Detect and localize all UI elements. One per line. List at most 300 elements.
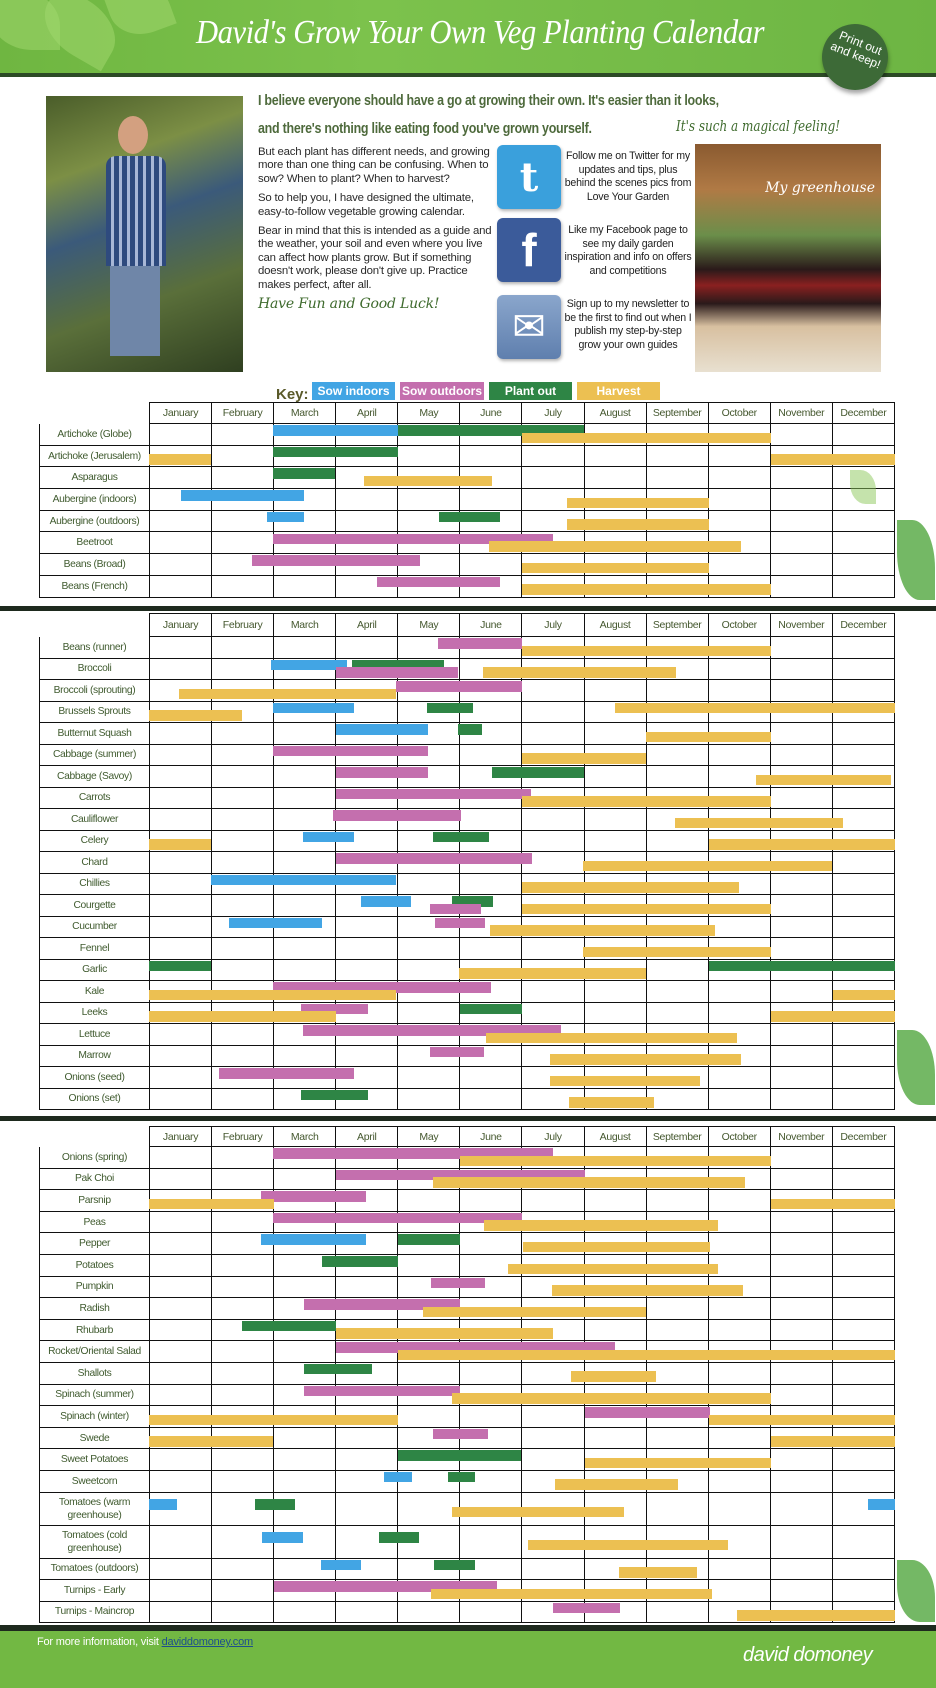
- sow-outdoors-bar: [430, 1047, 484, 1058]
- month-cell: [211, 659, 273, 680]
- month-cell: [770, 659, 832, 680]
- month-header: February: [211, 1127, 273, 1146]
- month-header: March: [273, 1127, 335, 1146]
- table-row: [39, 1320, 895, 1342]
- table-row: [39, 1385, 895, 1407]
- mail-icon[interactable]: ✉: [497, 295, 561, 359]
- month-cell: [521, 680, 583, 701]
- crop-name: Peas: [39, 1212, 149, 1233]
- month-cell: [211, 1147, 273, 1168]
- table-row: [39, 1526, 895, 1559]
- month-cell: [646, 1428, 708, 1449]
- harvest-bar: [522, 646, 771, 657]
- plant-out-bar: [398, 1234, 460, 1245]
- month-header: January: [149, 614, 211, 636]
- sow-outdoors-bar: [336, 789, 532, 800]
- harvest-bar: [149, 454, 211, 465]
- month-cells: [149, 1559, 895, 1580]
- month-header: November: [770, 403, 832, 423]
- crop-name: Artichoke (Jerusalem): [39, 446, 149, 467]
- month-cells: [149, 702, 895, 723]
- facebook-text: Like my Facebook page to see my daily garden inspiration and info on offers and competitions: [564, 224, 692, 277]
- crop-name: Beans (Broad): [39, 554, 149, 575]
- harvest-bar: [149, 1415, 398, 1426]
- table-row: [39, 723, 895, 745]
- key-label: Key:: [276, 386, 309, 403]
- month-cells: [149, 424, 895, 445]
- harvest-bar: [423, 1307, 647, 1318]
- month-cell: [646, 1493, 708, 1525]
- month-cell: [832, 680, 894, 701]
- month-cell: [211, 1341, 273, 1362]
- month-cells: [149, 1471, 895, 1492]
- month-cell: [832, 1320, 894, 1341]
- month-cell: [273, 852, 335, 873]
- month-cell: [770, 874, 832, 895]
- sow-indoors-bar: [384, 1472, 412, 1483]
- month-cells: [149, 1169, 895, 1190]
- crop-name: Aubergine (outdoors): [39, 511, 149, 532]
- month-cell: [521, 1428, 583, 1449]
- month-cell: [397, 960, 459, 981]
- month-cells: [149, 981, 895, 1002]
- month-cell: [832, 1169, 894, 1190]
- website-link[interactable]: daviddomoney.com: [161, 1636, 253, 1648]
- month-cells: [149, 1147, 895, 1168]
- month-cell: [273, 1046, 335, 1067]
- table-row: [39, 1559, 895, 1581]
- month-header: June: [459, 614, 521, 636]
- table-row: [39, 1147, 895, 1169]
- harvest-bar: [567, 498, 709, 509]
- newsletter-text: Sign up to my newsletter to be the first to find out when I publish my step-by-step grow your own guides: [564, 298, 692, 351]
- month-cell: [335, 1046, 397, 1067]
- greenhouse-photo: [695, 144, 881, 372]
- crop-name: Potatoes: [39, 1255, 149, 1276]
- harvest-bar: [179, 689, 396, 700]
- month-cell: [273, 938, 335, 959]
- intro-heading-line1: I believe everyone should have a go at growing their own. It's easier than it looks,: [258, 93, 719, 109]
- month-cell: [708, 745, 770, 766]
- plant-out-bar: [492, 767, 584, 778]
- month-cell: [335, 1277, 397, 1298]
- month-cell: [770, 424, 832, 445]
- table-row: [39, 554, 895, 576]
- month-cell: [708, 511, 770, 532]
- month-cell: [832, 745, 894, 766]
- sow-indoors-bar: [868, 1499, 895, 1510]
- month-cells: [149, 917, 895, 938]
- crop-name: Carrots: [39, 788, 149, 809]
- harvest-bar: [149, 839, 211, 850]
- month-cell: [273, 1277, 335, 1298]
- month-cells: [149, 1067, 895, 1088]
- month-header: February: [211, 403, 273, 423]
- month-cell: [770, 511, 832, 532]
- harvest-bar: [619, 1567, 697, 1578]
- table-row: [39, 874, 895, 896]
- table-row: [39, 1212, 895, 1234]
- month-cell: [335, 489, 397, 510]
- sow-indoors-bar: [181, 490, 304, 501]
- sow-outdoors-bar: [438, 638, 522, 649]
- month-cell: [149, 917, 211, 938]
- plant-out-bar: [304, 1364, 372, 1375]
- harvest-bar: [433, 1177, 744, 1188]
- table-row: [39, 809, 895, 831]
- crop-name: Garlic: [39, 960, 149, 981]
- month-cell: [211, 1024, 273, 1045]
- sow-outdoors-bar: [336, 667, 458, 678]
- sow-indoors-bar: [267, 512, 304, 523]
- month-cell: [521, 446, 583, 467]
- month-cell: [832, 1089, 894, 1110]
- harvest-bar: [149, 1436, 273, 1447]
- month-cell: [149, 1147, 211, 1168]
- month-cell: [149, 1602, 211, 1623]
- crop-name: Parsnip: [39, 1190, 149, 1211]
- crop-name: Chillies: [39, 874, 149, 895]
- key-plant-out: Plant out: [489, 382, 572, 400]
- crop-name: Onions (set): [39, 1089, 149, 1110]
- harvest-bar: [149, 990, 396, 1001]
- print-badge: Print out and keep!: [812, 14, 898, 100]
- crop-name: Spinach (winter): [39, 1406, 149, 1427]
- month-cell: [521, 1559, 583, 1580]
- month-cells: [149, 1493, 895, 1525]
- month-cell: [770, 680, 832, 701]
- month-cell: [770, 1255, 832, 1276]
- table-row: [39, 938, 895, 960]
- month-cells: [149, 1003, 895, 1024]
- table-row: [39, 766, 895, 788]
- month-cell: [211, 1277, 273, 1298]
- table-row: [39, 659, 895, 681]
- month-cell: [459, 1526, 521, 1558]
- david-domoney-logo: david domoney: [743, 1644, 873, 1666]
- harvest-bar: [149, 1199, 274, 1210]
- month-cell: [646, 831, 708, 852]
- month-cell: [584, 680, 646, 701]
- harvest-bar: [486, 1033, 737, 1044]
- sow-outdoors-bar: [304, 1386, 460, 1397]
- month-cells: [149, 1255, 895, 1276]
- month-cell: [832, 874, 894, 895]
- month-cell: [708, 1493, 770, 1525]
- month-cell: [708, 1233, 770, 1254]
- month-cell: [832, 1046, 894, 1067]
- month-cell: [708, 1559, 770, 1580]
- month-header: September: [646, 614, 708, 636]
- month-header: January: [149, 403, 211, 423]
- month-cell: [211, 532, 273, 553]
- month-cell: [584, 446, 646, 467]
- intro-paragraph: So to help you, I have designed the ultimate, easy-to-follow vegetable growing calendar.: [258, 192, 474, 218]
- month-cell: [584, 1428, 646, 1449]
- crop-name: Turnips - Maincrop: [39, 1602, 149, 1623]
- month-cell: [211, 637, 273, 658]
- sow-indoors-bar: [303, 832, 354, 843]
- crop-name: Pak Choi: [39, 1169, 149, 1190]
- month-cell: [708, 1471, 770, 1492]
- month-cell: [211, 1449, 273, 1470]
- footer-label: For more information, visit: [37, 1636, 162, 1648]
- month-cell: [584, 1003, 646, 1024]
- crop-name: Beetroot: [39, 532, 149, 553]
- month-cell: [335, 511, 397, 532]
- month-cell: [149, 938, 211, 959]
- month-cell: [211, 960, 273, 981]
- month-cell: [770, 1067, 832, 1088]
- harvest-bar: [522, 584, 771, 595]
- harvest-bar: [431, 1589, 712, 1600]
- month-cells: [149, 1526, 895, 1558]
- month-cell: [149, 637, 211, 658]
- plant-out-bar: [379, 1532, 419, 1543]
- month-cell: [521, 1406, 583, 1427]
- sow-outdoors-bar: [585, 1407, 709, 1418]
- table-row: [39, 467, 895, 489]
- crop-name: Cabbage (summer): [39, 745, 149, 766]
- month-cell: [770, 1385, 832, 1406]
- month-cell: [770, 1169, 832, 1190]
- month-cell: [149, 511, 211, 532]
- month-cell: [397, 1003, 459, 1024]
- month-header: April: [335, 614, 397, 636]
- month-cell: [397, 874, 459, 895]
- month-cells: [149, 766, 895, 787]
- harvest-bar: [522, 753, 646, 764]
- month-cell: [273, 809, 335, 830]
- table-row: [39, 1190, 895, 1212]
- month-header: May: [397, 403, 459, 423]
- month-cell: [459, 554, 521, 575]
- month-cell: [770, 1277, 832, 1298]
- table-row: [39, 680, 895, 702]
- month-cell: [584, 981, 646, 1002]
- month-cell: [149, 659, 211, 680]
- month-header-row: [149, 613, 895, 637]
- month-cells: [149, 680, 895, 701]
- harvest-bar: [522, 433, 771, 444]
- month-cell: [584, 831, 646, 852]
- sow-indoors-bar: [321, 1560, 361, 1571]
- month-cell: [832, 1255, 894, 1276]
- month-cell: [832, 637, 894, 658]
- month-cells: [149, 1277, 895, 1298]
- month-cells: [149, 1406, 895, 1427]
- month-cell: [149, 1559, 211, 1580]
- harvest-bar: [484, 1220, 718, 1231]
- intro-heading-line2: and there's nothing like eating food you've grown yourself.: [258, 121, 592, 137]
- harvest-bar: [489, 541, 741, 552]
- month-cells: [149, 532, 895, 553]
- sow-outdoors-bar: [430, 904, 481, 915]
- twitter-text: Follow me on Twitter for my updates and tips, plus behind the scenes pics from Love Your Garden: [564, 150, 692, 203]
- table-row: [39, 1363, 895, 1385]
- harvest-bar: [756, 775, 892, 786]
- month-cells: [149, 1385, 895, 1406]
- month-cell: [149, 1255, 211, 1276]
- month-cells: [149, 1298, 895, 1319]
- table-row: [39, 1089, 895, 1111]
- month-cells: [149, 1046, 895, 1067]
- month-cell: [397, 1493, 459, 1525]
- month-header: August: [584, 614, 646, 636]
- month-header-row: [149, 1126, 895, 1147]
- month-cell: [149, 1212, 211, 1233]
- month-cells: [149, 1024, 895, 1045]
- month-cell: [211, 1212, 273, 1233]
- month-header: April: [335, 403, 397, 423]
- table-row: [39, 1428, 895, 1450]
- month-cell: [211, 1385, 273, 1406]
- month-header: December: [832, 403, 894, 423]
- month-cell: [211, 1298, 273, 1319]
- month-header: February: [211, 614, 273, 636]
- harvest-bar: [571, 1371, 656, 1382]
- month-cell: [335, 960, 397, 981]
- month-cell: [646, 745, 708, 766]
- harvest-bar: [528, 1540, 728, 1551]
- month-header: September: [646, 1127, 708, 1146]
- month-cell: [273, 1428, 335, 1449]
- month-cell: [521, 467, 583, 488]
- month-cell: [149, 1449, 211, 1470]
- month-header: December: [832, 614, 894, 636]
- facebook-icon[interactable]: f: [497, 218, 561, 282]
- month-cell: [832, 554, 894, 575]
- month-cell: [211, 1580, 273, 1601]
- crop-name: Rocket/Oriental Salad: [39, 1341, 149, 1362]
- table-row: [39, 1169, 895, 1191]
- crop-name: Butternut Squash: [39, 723, 149, 744]
- month-header: May: [397, 614, 459, 636]
- month-cells: [149, 1320, 895, 1341]
- month-cell: [211, 831, 273, 852]
- crop-name: Sweet Potatoes: [39, 1449, 149, 1470]
- month-cell: [708, 1580, 770, 1601]
- table-row: [39, 637, 895, 659]
- month-cell: [770, 1493, 832, 1525]
- month-cell: [459, 1089, 521, 1110]
- crop-name: Kale: [39, 981, 149, 1002]
- crop-name: Chard: [39, 852, 149, 873]
- harvest-bar: [569, 1097, 654, 1108]
- month-cell: [770, 1449, 832, 1470]
- month-cell: [708, 554, 770, 575]
- plant-out-bar: [273, 468, 335, 479]
- month-cell: [832, 723, 894, 744]
- month-cell: [211, 446, 273, 467]
- month-cell: [397, 1089, 459, 1110]
- month-cell: [646, 1320, 708, 1341]
- section-divider: [0, 606, 936, 611]
- crop-name: Pepper: [39, 1233, 149, 1254]
- month-cell: [273, 1341, 335, 1362]
- month-cell: [770, 745, 832, 766]
- crop-name: Turnips - Early: [39, 1580, 149, 1601]
- month-cell: [832, 1559, 894, 1580]
- month-cell: [149, 1046, 211, 1067]
- month-cell: [211, 766, 273, 787]
- crop-name: Leeks: [39, 1003, 149, 1024]
- harvest-bar: [583, 947, 771, 958]
- crop-name: Fennel: [39, 938, 149, 959]
- month-cell: [211, 1471, 273, 1492]
- crop-name: Artichoke (Globe): [39, 424, 149, 445]
- signoff-text: Have Fun and Good Luck!: [258, 296, 440, 313]
- sow-outdoors-bar: [431, 1278, 486, 1289]
- month-cell: [770, 1024, 832, 1045]
- crop-name: Tomatoes (outdoors): [39, 1559, 149, 1580]
- month-header: June: [459, 403, 521, 423]
- month-cell: [397, 1255, 459, 1276]
- month-header: June: [459, 1127, 521, 1146]
- harvest-bar: [709, 1415, 896, 1426]
- month-cell: [521, 938, 583, 959]
- harvest-bar: [646, 732, 770, 743]
- sow-outdoors-bar: [333, 810, 461, 821]
- month-cell: [832, 1298, 894, 1319]
- month-cell: [149, 1089, 211, 1110]
- crop-name: Pumpkin: [39, 1277, 149, 1298]
- banner-divider: [0, 73, 936, 77]
- month-cell: [149, 874, 211, 895]
- month-cell: [521, 981, 583, 1002]
- table-row: [39, 788, 895, 810]
- month-cell: [459, 1406, 521, 1427]
- table-row: [39, 960, 895, 982]
- month-header: April: [335, 1127, 397, 1146]
- month-cell: [273, 723, 335, 744]
- month-cell: [335, 1602, 397, 1623]
- month-cell: [832, 1212, 894, 1233]
- table-row: [39, 831, 895, 853]
- month-cell: [832, 1526, 894, 1558]
- table-row: [39, 1255, 895, 1277]
- sow-outdoors-bar: [336, 853, 532, 864]
- month-cell: [584, 467, 646, 488]
- sow-indoors-bar: [211, 875, 396, 886]
- plant-out-bar: [460, 1004, 522, 1015]
- harvest-bar: [149, 710, 242, 721]
- month-cell: [211, 1363, 273, 1384]
- table-row: [39, 1602, 895, 1624]
- plant-out-bar: [255, 1499, 295, 1510]
- month-cell: [521, 702, 583, 723]
- harvest-bar: [771, 454, 895, 465]
- sow-indoors-bar: [229, 918, 322, 929]
- month-cell: [149, 809, 211, 830]
- leaf-decoration: [897, 1030, 935, 1105]
- twitter-icon[interactable]: t: [497, 145, 561, 209]
- month-cell: [149, 1471, 211, 1492]
- month-cell: [397, 1190, 459, 1211]
- month-header: July: [521, 403, 583, 423]
- crop-name: Aubergine (indoors): [39, 489, 149, 510]
- table-row: [39, 424, 895, 446]
- table-row: [39, 1471, 895, 1493]
- intro-paragraph: But each plant has different needs, and growing more than one thing can be confusing. When to sow? When to plant? When to harvest?: [258, 146, 490, 185]
- month-cell: [273, 788, 335, 809]
- harvest-bar: [833, 990, 895, 1001]
- month-cells: [149, 467, 895, 488]
- table-row: [39, 1003, 895, 1025]
- plant-out-bar: [434, 1560, 475, 1571]
- month-cell: [646, 766, 708, 787]
- table-row: [39, 1233, 895, 1255]
